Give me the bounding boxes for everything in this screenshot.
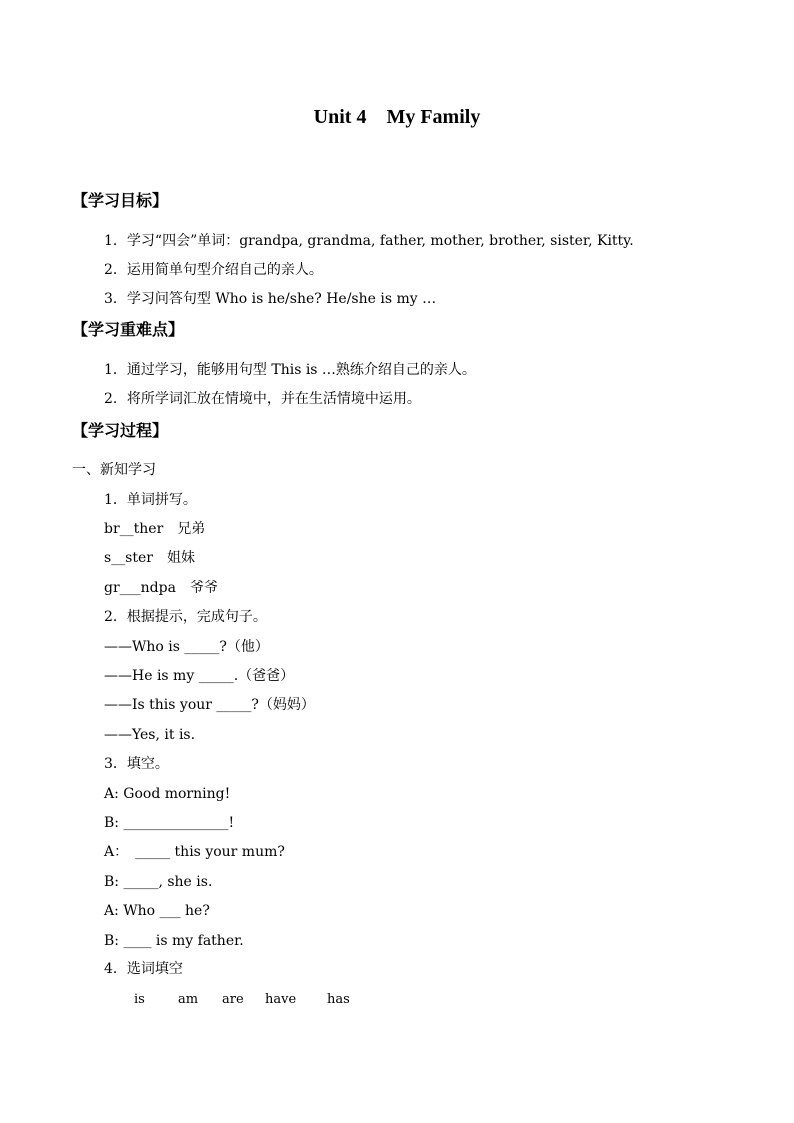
key-point-item-1: 1．通过学习，能够用句型 This is …熟练介绍自己的亲人。	[104, 362, 476, 378]
page-title: Unit 4 My Family	[313, 106, 481, 128]
word-choice: is	[134, 992, 145, 1007]
q3-item-1: A: Good morning!	[104, 786, 231, 802]
q3-item-6: B: ____ is my father.	[104, 933, 244, 949]
goal-item-1: 1．学习“四会”单词：grandpa, grandma, father, mother, brother, sister, Kitty.	[104, 233, 634, 249]
q3-item-5: A: Who ___ he?	[104, 903, 210, 919]
q3-title: 3．填空。	[104, 756, 169, 772]
q2-item-3: ——Is this your _____?（妈妈）	[104, 697, 315, 713]
word-choice: have	[265, 992, 297, 1007]
word-choice: are	[222, 992, 244, 1007]
q2-title: 2．根据提示，完成句子。	[104, 609, 267, 625]
q1-item-2: s__ster 姐妹	[104, 550, 195, 566]
key-points-heading: 【学习重难点】	[72, 320, 185, 339]
q2-item-1: ——Who is _____?（他）	[104, 639, 269, 655]
q2-item-2: ——He is my _____.（爸爸）	[104, 668, 295, 684]
key-point-item-2: 2．将所学词汇放在情境中，并在生活情境中运用。	[104, 391, 421, 407]
q4-title: 4．选词填空	[104, 961, 183, 977]
q3-item-2: B: _______________!	[104, 815, 235, 831]
goal-item-2: 2．运用简单句型介绍自己的亲人。	[104, 262, 323, 278]
goal-item-3: 3．学习问答句型 Who is he/she? He/she is my …	[104, 291, 437, 307]
q3-item-3: A： _____ this your mum?	[104, 844, 285, 860]
part1-title: 一、新知学习	[72, 462, 156, 478]
word-choice: has	[327, 992, 350, 1007]
word-choice: am	[178, 992, 199, 1007]
goals-heading: 【学习目标】	[72, 191, 169, 210]
process-heading: 【学习过程】	[72, 421, 169, 440]
q3-item-4: B: _____, she is.	[104, 874, 213, 890]
q1-item-1: br__ther 兄弟	[104, 521, 206, 537]
q2-item-4: ——Yes, it is.	[104, 727, 196, 743]
q1-title: 1．单词拼写。	[104, 492, 197, 508]
q1-item-3: gr___ndpa 爷爷	[104, 580, 218, 596]
